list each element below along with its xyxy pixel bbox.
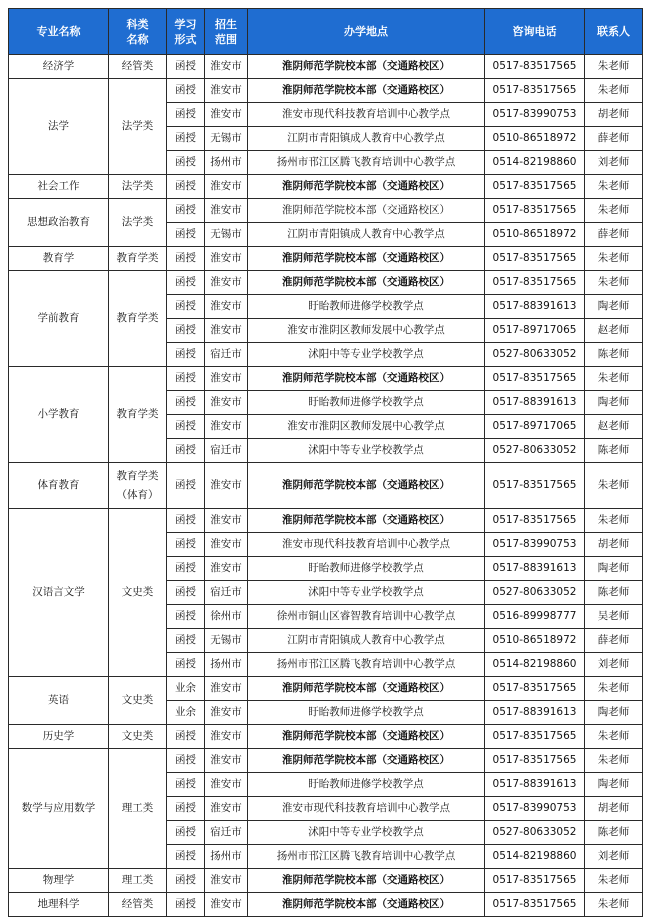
phone-cell: 0527-80633052: [485, 439, 585, 463]
contact-cell: 陈老师: [585, 439, 643, 463]
region-cell: 淮安市: [205, 55, 248, 79]
contact-cell: 刘老师: [585, 845, 643, 869]
region-cell: 淮安市: [205, 463, 248, 509]
contact-cell: 陶老师: [585, 295, 643, 319]
category-label: 教育学类: [116, 312, 159, 324]
study-form-cell: 函授: [167, 391, 205, 415]
study-form-cell: 函授: [167, 749, 205, 773]
contact-cell: 胡老师: [585, 533, 643, 557]
category-cell: [109, 463, 167, 509]
table-row: [9, 869, 643, 893]
phone-cell: 0517-83517565: [485, 677, 585, 701]
region-cell: 淮安市: [205, 773, 248, 797]
location-cell: 淮阴师范学院校本部（交通路校区）: [248, 677, 485, 701]
study-form-cell: 函授: [167, 55, 205, 79]
region-cell: 淮安市: [205, 533, 248, 557]
major-cell: 学前教育: [9, 271, 109, 367]
location-cell: 盱眙教师进修学校教学点: [248, 391, 485, 415]
major-cell: 英语: [9, 677, 109, 725]
enrollment-table: [8, 8, 643, 917]
contact-cell: 薛老师: [585, 629, 643, 653]
category-cell: [109, 271, 167, 367]
location-cell: 盱眙教师进修学校教学点: [248, 773, 485, 797]
region-cell: 无锡市: [205, 629, 248, 653]
region-cell: 淮安市: [205, 199, 248, 223]
contact-cell: 朱老师: [585, 463, 643, 509]
study-form-cell: 函授: [167, 79, 205, 103]
major-cell: 经济学: [9, 55, 109, 79]
study-form-cell: 函授: [167, 605, 205, 629]
region-cell: 淮安市: [205, 247, 248, 271]
location-cell: 淮安市现代科技教育培训中心教学点: [248, 103, 485, 127]
study-form-cell: 函授: [167, 581, 205, 605]
region-cell: 淮安市: [205, 391, 248, 415]
table-row: [9, 79, 643, 103]
category-label: 法学类: [121, 120, 154, 132]
location-cell: 淮阴师范学院校本部（交通路校区）: [248, 199, 485, 223]
phone-cell: 0517-83517565: [485, 367, 585, 391]
study-form-cell: 函授: [167, 509, 205, 533]
region-cell: 淮安市: [205, 103, 248, 127]
location-cell: 淮安市现代科技教育培训中心教学点: [248, 797, 485, 821]
category-cell: [109, 677, 167, 725]
category-label: 文史类: [121, 730, 154, 742]
study-form-cell: 函授: [167, 845, 205, 869]
region-cell: 淮安市: [205, 367, 248, 391]
region-cell: 淮安市: [205, 677, 248, 701]
location-cell: 盱眙教师进修学校教学点: [248, 701, 485, 725]
major-cell: 历史学: [9, 725, 109, 749]
study-form-cell: 函授: [167, 103, 205, 127]
phone-cell: 0517-83517565: [485, 271, 585, 295]
phone-cell: 0527-80633052: [485, 821, 585, 845]
study-form-cell: 函授: [167, 367, 205, 391]
contact-cell: 胡老师: [585, 797, 643, 821]
category-label: 理工类: [121, 802, 154, 814]
region-cell: 扬州市: [205, 653, 248, 677]
phone-cell: 0517-83990753: [485, 533, 585, 557]
location-cell: 淮安市现代科技教育培训中心教学点: [248, 533, 485, 557]
header-location: 办学地点: [248, 9, 485, 55]
enrollment-table-container: [8, 8, 643, 917]
phone-cell: 0514-82198860: [485, 151, 585, 175]
table-row: [9, 893, 643, 917]
location-cell: 淮阴师范学院校本部（交通路校区）: [248, 725, 485, 749]
region-cell: 淮安市: [205, 415, 248, 439]
study-form-cell: 业余: [167, 701, 205, 725]
table-row: [9, 677, 643, 701]
study-form-cell: 函授: [167, 463, 205, 509]
region-cell: 扬州市: [205, 151, 248, 175]
contact-cell: 陶老师: [585, 391, 643, 415]
location-cell: 沭阳中等专业学校教学点: [248, 821, 485, 845]
study-form-cell: 函授: [167, 653, 205, 677]
header-region: 招生 范围: [205, 9, 248, 55]
contact-cell: 朱老师: [585, 509, 643, 533]
contact-cell: 朱老师: [585, 247, 643, 271]
study-form-cell: 函授: [167, 557, 205, 581]
contact-cell: 陈老师: [585, 581, 643, 605]
category-cell: [109, 893, 167, 917]
category-cell: [109, 869, 167, 893]
contact-cell: 陈老师: [585, 821, 643, 845]
study-form-cell: 函授: [167, 415, 205, 439]
major-cell: 小学教育: [9, 367, 109, 463]
study-form-cell: 函授: [167, 893, 205, 917]
contact-cell: 朱老师: [585, 175, 643, 199]
table-row: [9, 199, 643, 223]
location-cell: 淮阴师范学院校本部（交通路校区）: [248, 869, 485, 893]
major-cell: 物理学: [9, 869, 109, 893]
category-label: 法学类: [121, 180, 154, 192]
category-cell: [109, 749, 167, 869]
category-label: 经管类: [121, 898, 154, 910]
category-label: 教育学类: [116, 469, 159, 482]
table-row: [9, 271, 643, 295]
study-form-cell: 函授: [167, 199, 205, 223]
contact-cell: 薛老师: [585, 223, 643, 247]
category-cell: [109, 247, 167, 271]
phone-cell: 0517-83517565: [485, 893, 585, 917]
region-cell: 淮安市: [205, 271, 248, 295]
study-form-cell: 函授: [167, 319, 205, 343]
category-cell: [109, 55, 167, 79]
category-label: 文史类: [121, 694, 154, 706]
location-cell: 淮阴师范学院校本部（交通路校区）: [248, 749, 485, 773]
category-cell: [109, 367, 167, 463]
study-form-cell: 函授: [167, 343, 205, 367]
study-form-cell: 函授: [167, 797, 205, 821]
contact-cell: 薛老师: [585, 127, 643, 151]
contact-cell: 朱老师: [585, 725, 643, 749]
major-cell: 体育教育: [9, 463, 109, 509]
category-cell: [109, 175, 167, 199]
table-header-row: [9, 9, 643, 55]
header-category: 科类 名称: [109, 9, 167, 55]
location-cell: 淮阴师范学院校本部（交通路校区）: [248, 271, 485, 295]
location-cell: 淮阴师范学院校本部（交通路校区）: [248, 463, 485, 509]
table-row: [9, 175, 643, 199]
category-label: 教育学类: [116, 408, 159, 420]
category-cell: [109, 725, 167, 749]
phone-cell: 0517-88391613: [485, 773, 585, 797]
category-label: 理工类: [121, 874, 154, 886]
phone-cell: 0527-80633052: [485, 343, 585, 367]
location-cell: 沭阳中等专业学校教学点: [248, 343, 485, 367]
phone-cell: 0517-88391613: [485, 391, 585, 415]
contact-cell: 赵老师: [585, 319, 643, 343]
location-cell: 淮阴师范学院校本部（交通路校区）: [248, 247, 485, 271]
region-cell: 无锡市: [205, 127, 248, 151]
phone-cell: 0517-83517565: [485, 199, 585, 223]
contact-cell: 朱老师: [585, 271, 643, 295]
study-form-cell: 函授: [167, 151, 205, 175]
region-cell: 淮安市: [205, 79, 248, 103]
location-cell: 江阴市青阳镇成人教育中心教学点: [248, 629, 485, 653]
phone-cell: 0517-83517565: [485, 725, 585, 749]
phone-cell: 0517-88391613: [485, 295, 585, 319]
region-cell: 淮安市: [205, 557, 248, 581]
header-study-form: 学习 形式: [167, 9, 205, 55]
major-cell: 思想政治教育: [9, 199, 109, 247]
table-body: [9, 55, 643, 917]
region-cell: 宿迁市: [205, 439, 248, 463]
table-row: [9, 509, 643, 533]
region-cell: 淮安市: [205, 319, 248, 343]
major-cell: 地理科学: [9, 893, 109, 917]
table-row: [9, 55, 643, 79]
contact-cell: 陶老师: [585, 773, 643, 797]
location-cell: 淮阴师范学院校本部（交通路校区）: [248, 367, 485, 391]
location-cell: 淮阴师范学院校本部（交通路校区）: [248, 79, 485, 103]
phone-cell: 0514-82198860: [485, 845, 585, 869]
study-form-cell: 函授: [167, 773, 205, 797]
phone-cell: 0514-82198860: [485, 653, 585, 677]
contact-cell: 朱老师: [585, 367, 643, 391]
header-phone: 咨询电话: [485, 9, 585, 55]
region-cell: 淮安市: [205, 295, 248, 319]
contact-cell: 朱老师: [585, 749, 643, 773]
study-form-cell: 函授: [167, 821, 205, 845]
location-cell: 扬州市邗江区腾飞教育培训中心教学点: [248, 845, 485, 869]
study-form-cell: 函授: [167, 439, 205, 463]
location-cell: 盱眙教师进修学校教学点: [248, 557, 485, 581]
table-row: [9, 463, 643, 509]
contact-cell: 陶老师: [585, 557, 643, 581]
category-cell: [109, 199, 167, 247]
category-label: 法学类: [121, 216, 154, 228]
table-row: [9, 749, 643, 773]
location-cell: 盱眙教师进修学校教学点: [248, 295, 485, 319]
header-major: 专业名称: [9, 9, 109, 55]
phone-cell: 0517-83517565: [485, 463, 585, 509]
location-cell: 淮安市淮阴区教师发展中心教学点: [248, 415, 485, 439]
region-cell: 宿迁市: [205, 343, 248, 367]
phone-cell: 0517-83517565: [485, 869, 585, 893]
region-cell: 徐州市: [205, 605, 248, 629]
major-cell: 教育学: [9, 247, 109, 271]
study-form-cell: 函授: [167, 271, 205, 295]
phone-cell: 0510-86518972: [485, 127, 585, 151]
phone-cell: 0517-83517565: [485, 175, 585, 199]
location-cell: 淮阴师范学院校本部（交通路校区）: [248, 893, 485, 917]
study-form-cell: 函授: [167, 127, 205, 151]
region-cell: 无锡市: [205, 223, 248, 247]
region-cell: 淮安市: [205, 509, 248, 533]
study-form-cell: 函授: [167, 223, 205, 247]
study-form-cell: 函授: [167, 725, 205, 749]
location-cell: 淮阴师范学院校本部（交通路校区）: [248, 55, 485, 79]
phone-cell: 0517-83517565: [485, 749, 585, 773]
phone-cell: 0517-88391613: [485, 557, 585, 581]
phone-cell: 0527-80633052: [485, 581, 585, 605]
study-form-cell: 函授: [167, 869, 205, 893]
region-cell: 扬州市: [205, 845, 248, 869]
location-cell: 江阴市青阳镇成人教育中心教学点: [248, 223, 485, 247]
category-label: 文史类: [121, 586, 154, 598]
contact-cell: 朱老师: [585, 55, 643, 79]
contact-cell: 朱老师: [585, 199, 643, 223]
header-contact: 联系人: [585, 9, 643, 55]
contact-cell: 朱老师: [585, 869, 643, 893]
phone-cell: 0517-83517565: [485, 247, 585, 271]
major-cell: 法学: [9, 79, 109, 175]
contact-cell: 刘老师: [585, 151, 643, 175]
study-form-cell: 函授: [167, 175, 205, 199]
phone-cell: 0517-89717065: [485, 319, 585, 343]
region-cell: 淮安市: [205, 869, 248, 893]
contact-cell: 朱老师: [585, 893, 643, 917]
study-form-cell: 函授: [167, 533, 205, 557]
category-label: 教育学类: [116, 252, 159, 264]
study-form-cell: 业余: [167, 677, 205, 701]
study-form-cell: 函授: [167, 247, 205, 271]
phone-cell: 0517-83990753: [485, 797, 585, 821]
phone-cell: 0517-83517565: [485, 509, 585, 533]
location-cell: 淮阴师范学院校本部（交通路校区）: [248, 175, 485, 199]
region-cell: 淮安市: [205, 893, 248, 917]
region-cell: 宿迁市: [205, 821, 248, 845]
phone-cell: 0517-83517565: [485, 79, 585, 103]
contact-cell: 朱老师: [585, 79, 643, 103]
contact-cell: 吴老师: [585, 605, 643, 629]
category-label: 经管类: [121, 60, 154, 72]
major-cell: 数学与应用数学: [9, 749, 109, 869]
region-cell: 淮安市: [205, 175, 248, 199]
phone-cell: 0517-89717065: [485, 415, 585, 439]
contact-cell: 刘老师: [585, 653, 643, 677]
location-cell: 扬州市邗江区腾飞教育培训中心教学点: [248, 151, 485, 175]
study-form-cell: 函授: [167, 295, 205, 319]
category-cell: [109, 79, 167, 175]
phone-cell: 0510-86518972: [485, 629, 585, 653]
location-cell: 淮安市淮阴区教师发展中心教学点: [248, 319, 485, 343]
location-cell: 徐州市铜山区睿智教育培训中心教学点: [248, 605, 485, 629]
region-cell: 淮安市: [205, 725, 248, 749]
table-row: [9, 247, 643, 271]
region-cell: 淮安市: [205, 797, 248, 821]
major-cell: 社会工作: [9, 175, 109, 199]
contact-cell: 朱老师: [585, 677, 643, 701]
phone-cell: 0517-88391613: [485, 701, 585, 725]
category-cell: [109, 509, 167, 677]
region-cell: 淮安市: [205, 749, 248, 773]
phone-cell: 0517-83517565: [485, 55, 585, 79]
location-cell: 淮阴师范学院校本部（交通路校区）: [248, 509, 485, 533]
phone-cell: 0517-83990753: [485, 103, 585, 127]
location-cell: 沭阳中等专业学校教学点: [248, 581, 485, 605]
major-cell: 汉语言文学: [9, 509, 109, 677]
contact-cell: 陶老师: [585, 701, 643, 725]
phone-cell: 0510-86518972: [485, 223, 585, 247]
phone-cell: 0516-89998777: [485, 605, 585, 629]
category-sublabel: （体育）: [116, 488, 159, 501]
contact-cell: 赵老师: [585, 415, 643, 439]
location-cell: 江阴市青阳镇成人教育中心教学点: [248, 127, 485, 151]
table-row: [9, 367, 643, 391]
study-form-cell: 函授: [167, 629, 205, 653]
region-cell: 淮安市: [205, 701, 248, 725]
location-cell: 扬州市邗江区腾飞教育培训中心教学点: [248, 653, 485, 677]
contact-cell: 胡老师: [585, 103, 643, 127]
contact-cell: 陈老师: [585, 343, 643, 367]
table-row: [9, 725, 643, 749]
location-cell: 沭阳中等专业学校教学点: [248, 439, 485, 463]
region-cell: 宿迁市: [205, 581, 248, 605]
